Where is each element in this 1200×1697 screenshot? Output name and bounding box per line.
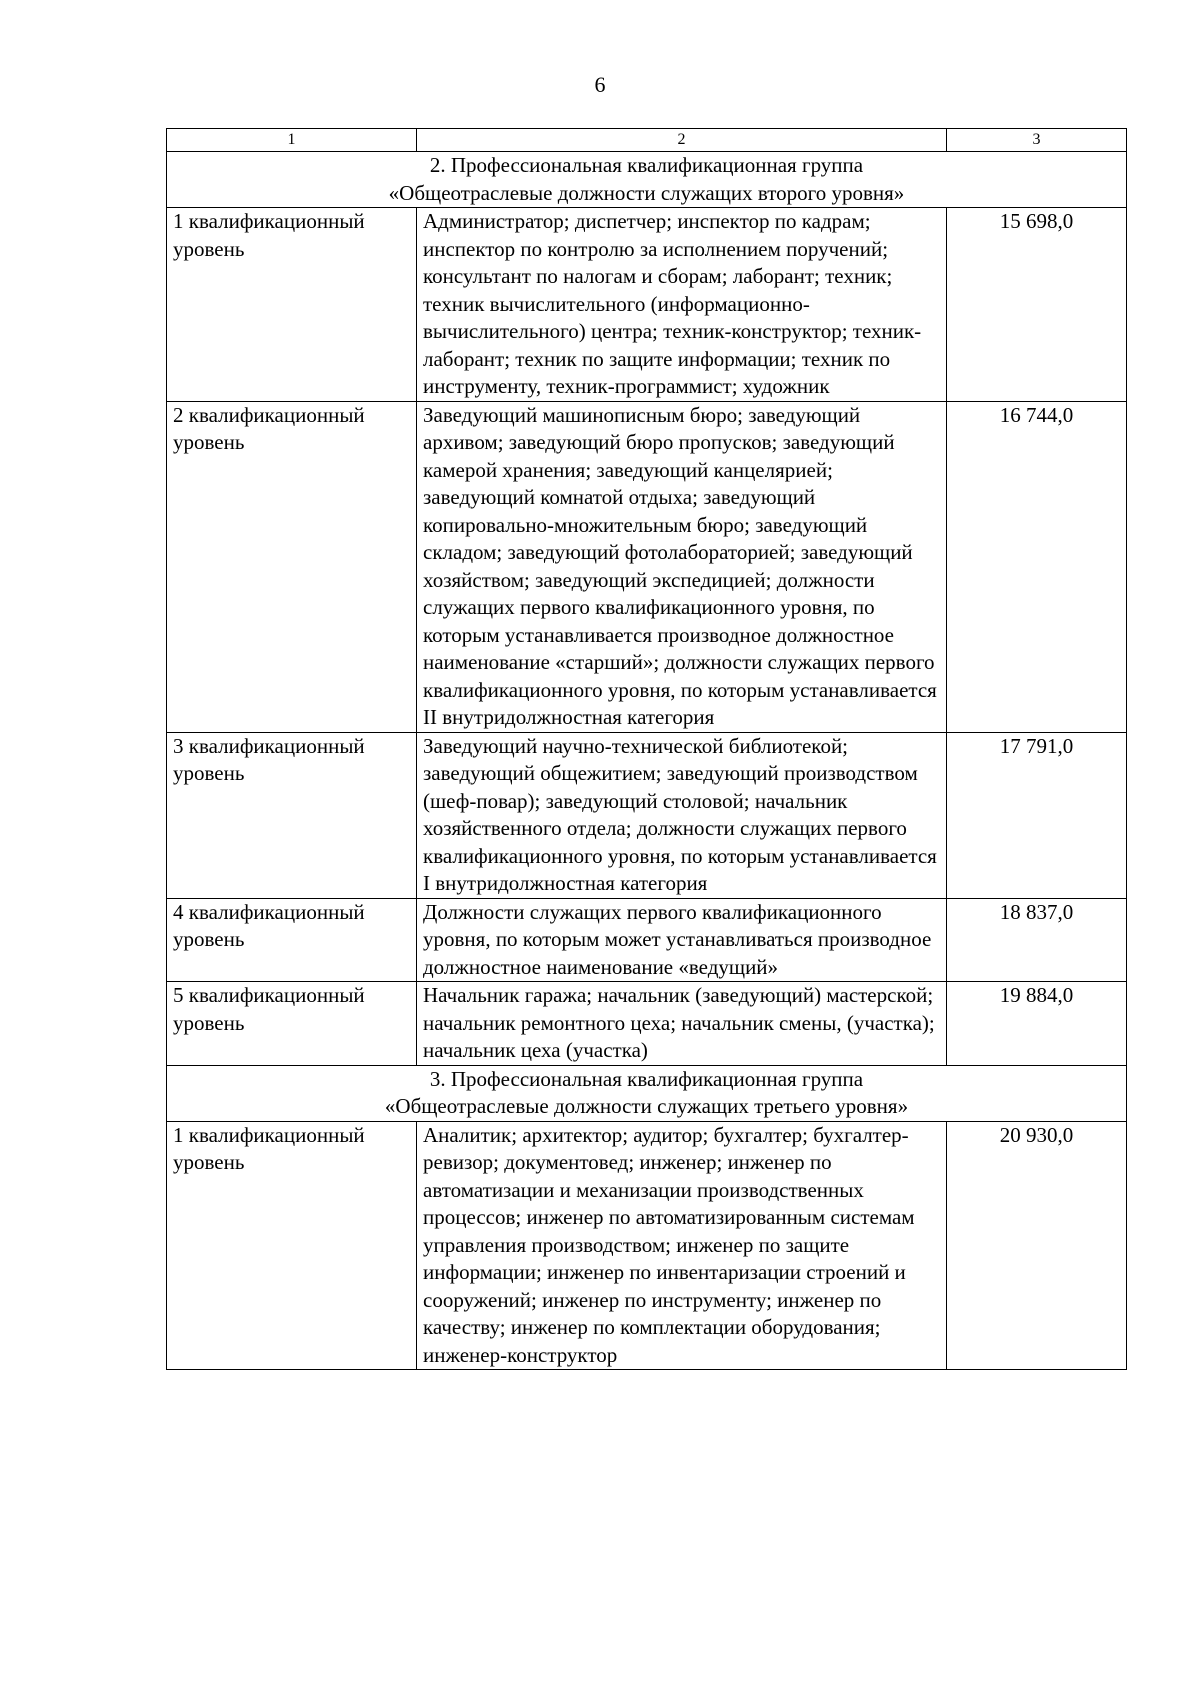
- salary-cell: 20 930,0: [947, 1121, 1127, 1370]
- table-row: [167, 1121, 1127, 1370]
- salary-cell: 19 884,0: [947, 982, 1127, 1066]
- group-title-line1: 3. Профессиональная квалификационная группа: [429, 1066, 864, 1091]
- table-row: [167, 982, 1127, 1066]
- positions-cell: Администратор; диспетчер; инспектор по кадрам; инспектор по контролю за исполнением поручений; консультант по налогам и сборам; лаборант; техник; техник вычислительного (информационно-вычислительного) центра; техник-конструктор; техник-лаборант; техник по защите информации; техник по инструменту, техник-программист; художник: [417, 208, 947, 402]
- page-number: 6: [594, 72, 606, 97]
- positions-cell: Начальник гаража; начальник (заведующий) мастерской; начальник ремонтного цеха; начальник смены, (участка); начальник цеха (участка): [417, 982, 947, 1066]
- salary-cell: 15 698,0: [947, 208, 1127, 402]
- positions-cell: Должности служащих первого квалификационного уровня, по которым может устанавливаться производное должностное наименование «ведущий»: [417, 898, 947, 982]
- level-cell: 1 квалификационный уровень: [167, 1121, 417, 1370]
- group-header: [167, 152, 1127, 208]
- positions-cell: Аналитик; архитектор; аудитор; бухгалтер; бухгалтер-ревизор; документовед; инженер; инженер по автоматизации и механизации производственных процессов; инженер по автоматизированным системам управления производством; инженер по защите информации; инженер по инвентаризации строений и сооружений; инженер по инструменту; инженер по качеству; инженер по комплектации оборудования; инженер-конструктор: [417, 1121, 947, 1370]
- positions-cell: Заведующий машинописным бюро; заведующий архивом; заведующий бюро пропусков; заведующий камерой хранения; заведующий канцелярией; заведующий комнатой отдыха; заведующий копировально-множительным бюро; заведующий складом; заведующий фотолабораторией; заведующий хозяйством; заведующий экспедицией; должности служащих первого квалификационного уровня, по которым устанавливается производное должностное наименование «старший»; должности служащих первого квалификационного уровня, по которым устанавливается II внутридолжностная категория: [417, 401, 947, 732]
- table-row: [167, 208, 1127, 402]
- salary-cell: 16 744,0: [947, 401, 1127, 732]
- level-cell: 2 квалификационный уровень: [167, 401, 417, 732]
- column-number-row: [167, 129, 1127, 152]
- group-title-line2: «Общеотраслевые должности служащих третьего уровня»: [384, 1094, 909, 1118]
- group-title-line1: 2. Профессиональная квалификационная группа: [429, 153, 864, 177]
- positions-cell: Заведующий научно-технической библиотекой; заведующий общежитием; заведующий производством (шеф-повар); заведующий столовой; начальник хозяйственного отдела; должности служащих первого квалификационного уровня, по которым устанавливается I внутридолжностная категория: [417, 732, 947, 898]
- table-row: [167, 732, 1127, 898]
- group-header: [167, 1065, 1127, 1121]
- level-cell: 4 квалификационный уровень: [167, 898, 417, 982]
- salary-cell: 18 837,0: [947, 898, 1127, 982]
- level-cell: 1 квалификационный уровень: [167, 208, 417, 402]
- column-number-2: 2: [417, 129, 947, 152]
- column-number-1: 1: [167, 129, 417, 152]
- level-cell: 5 квалификационный уровень: [167, 982, 417, 1066]
- level-cell: 3 квалификационный уровень: [167, 732, 417, 898]
- table-row: [167, 401, 1127, 732]
- group-header-row: [167, 1065, 1127, 1121]
- salary-cell: 17 791,0: [947, 732, 1127, 898]
- column-number-3: 3: [947, 129, 1127, 152]
- table-row: [167, 898, 1127, 982]
- group-header-row: [167, 152, 1127, 208]
- salary-table: [166, 128, 1127, 1370]
- group-title-line2: «Общеотраслевые должности служащих второго уровня»: [388, 180, 905, 205]
